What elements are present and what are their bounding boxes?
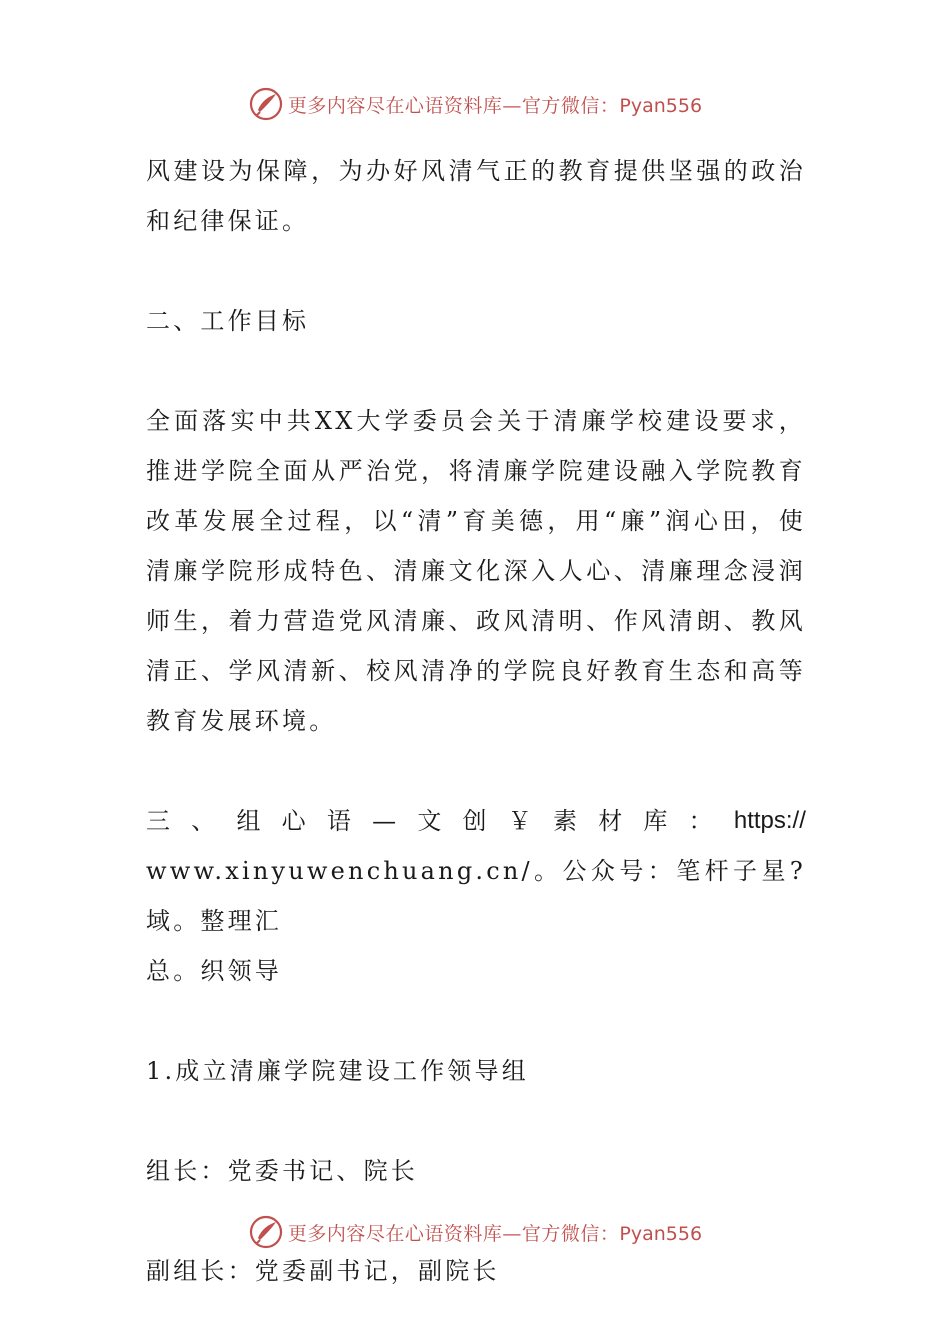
heading-char: 文 — [417, 807, 442, 835]
heading-url-start: https:// — [733, 807, 806, 834]
header-watermark-banner — [0, 84, 950, 124]
heading-organization-line2: www.xinyuwenchuang.cn/。公众号：笔杆子星?域。整理汇 — [146, 857, 806, 935]
banner-wechat-id: Pyan556 — [619, 1222, 703, 1245]
heading-char: 库 — [643, 807, 668, 835]
banner-text-cn: 更多内容尽在心语资料库—官方微信： — [287, 94, 620, 117]
paragraph-work-goals: 全面落实中共XX大学委员会关于清廉学校建设要求，推进学院全面从严治党，将清廉学院建设融入学院教育改革发展全过程，以“清”育美德，用“廉”润心田，使清廉学院形成特色、清廉文化深入人心、清廉理念浸润师生，着力营造党风清廉、政风清明、作风清朗、教风清正、学风清新、校风清净的学院良好教育生态和高等教育发展环境。 — [146, 407, 806, 735]
document-body — [146, 146, 806, 1296]
footer-watermark-banner — [0, 1212, 950, 1252]
heading-char: 素 — [552, 807, 577, 835]
heading-work-goals: 二、工作目标 — [146, 307, 310, 335]
heading-char: 组 — [236, 807, 261, 835]
heading-char: 、 — [191, 807, 216, 835]
banner-text — [288, 1219, 702, 1246]
banner-text — [288, 91, 702, 118]
heading-organization-line1 — [146, 796, 806, 846]
heading-char: ： — [688, 807, 713, 835]
heading-char: 语 — [326, 807, 351, 835]
heading-char: — — [372, 807, 397, 835]
heading-char: 创 — [462, 807, 487, 835]
heading-char: ￥ — [507, 807, 532, 835]
paragraph-intro-continued: 风建设为保障，为办好风清气正的教育提供坚强的政治和纪律保证。 — [146, 157, 806, 235]
vice-leader-line: 副组长：党委副书记，副院长 — [146, 1257, 500, 1285]
heading-char: 三 — [146, 807, 170, 835]
banner-text-cn: 更多内容尽在心语资料库—官方微信： — [287, 1222, 620, 1245]
leader-line: 组长：党委书记、院长 — [146, 1157, 418, 1185]
heading-char: 心 — [281, 807, 306, 835]
heading-organization-line3: 总。织领导 — [146, 957, 282, 985]
pen-logo-icon — [248, 1214, 284, 1250]
pen-logo-icon — [248, 86, 284, 122]
list-item-1: 1.成立清廉学院建设工作领导组 — [146, 1057, 529, 1085]
banner-wechat-id: Pyan556 — [619, 94, 703, 117]
heading-char: 材 — [598, 807, 623, 835]
